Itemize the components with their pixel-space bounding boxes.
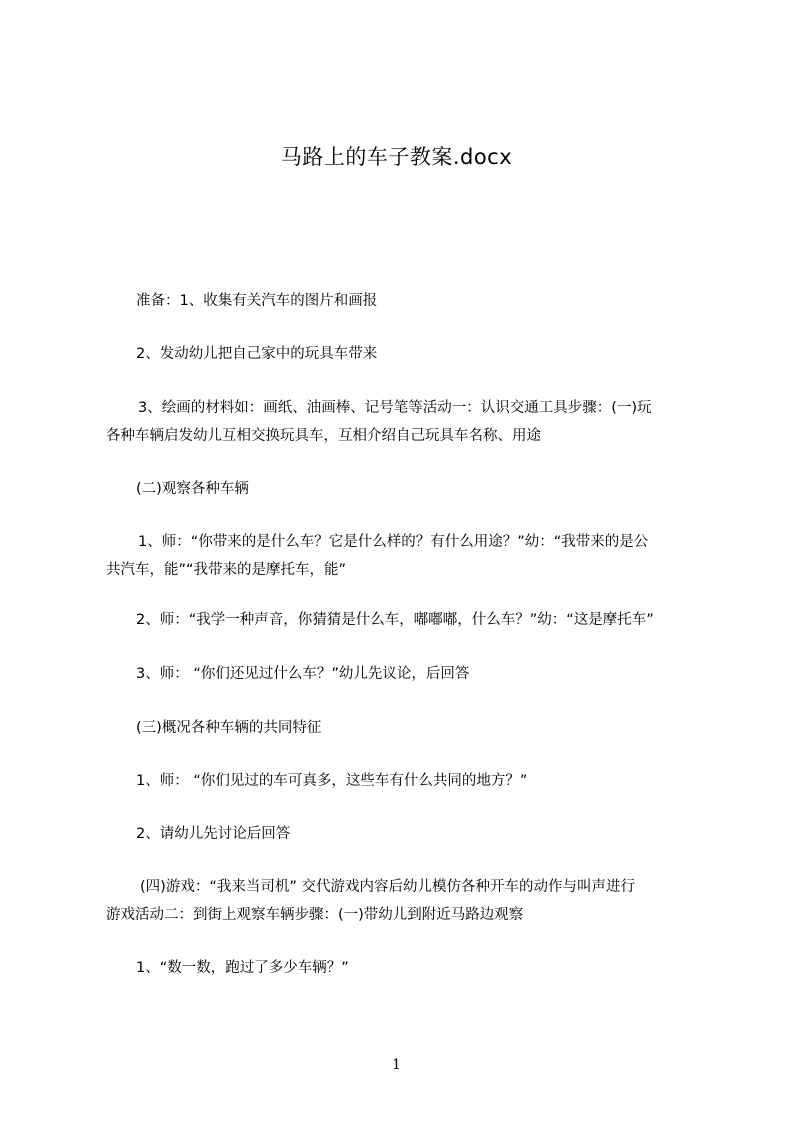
paragraph-line: (三)概况各种车辆的共同特征 xyxy=(136,720,322,736)
paragraph-line: 游戏活动二：到街上观察车辆步骤：(一)带幼儿到附近马路边观察 xyxy=(106,907,524,923)
page-number: 1 xyxy=(392,1057,401,1073)
paragraph-line: (二)观察各种车辆 xyxy=(136,481,249,497)
document-title: 马路上的车子教案.docx xyxy=(280,145,513,169)
paragraph-line: 1、“数一数，跑过了多少车辆？” xyxy=(136,960,349,976)
paragraph-line: 2、请幼儿先讨论后回答 xyxy=(136,826,291,842)
paragraph-3 xyxy=(106,394,712,450)
paragraph-7 xyxy=(106,660,742,688)
paragraph-line: 准备：1、收集有关汽车的图片和画报 xyxy=(136,293,378,309)
paragraph-10 xyxy=(106,820,742,848)
paragraph-line: 各种车辆启发幼儿互相交换玩具车，互相介绍自己玩具车名称、用途 xyxy=(106,428,541,444)
paragraph-line: (四)游戏：“我来当司机” 交代游戏内容后幼儿模仿各种开车的动作与叫声进行 xyxy=(140,879,635,895)
paragraph-5 xyxy=(106,528,712,584)
paragraph-11 xyxy=(106,873,712,929)
paragraph-line: 2、发动幼儿把自己家中的玩具车带来 xyxy=(136,346,378,362)
paragraph-line: 共汽车，能”“我带来的是摩托车，能” xyxy=(106,562,347,578)
paragraph-9 xyxy=(106,767,742,795)
paragraph-8 xyxy=(106,714,742,742)
paragraph-6 xyxy=(106,606,742,634)
paragraph-line: 1、师：“你带来的是什么车？它是什么样的？有什么用途？”幼：“我带来的是公 xyxy=(138,534,649,550)
paragraph-line: 3、师： “你们还见过什么车？”幼儿先议论，后回答 xyxy=(136,666,470,682)
paragraph-4 xyxy=(106,475,742,503)
paragraph-2 xyxy=(106,340,742,368)
paragraph-1 xyxy=(106,287,742,315)
paragraph-12 xyxy=(106,954,742,982)
paragraph-line: 3、绘画的材料如：画纸、油画棒、记号笔等活动一：认识交通工具步骤：(一)玩 xyxy=(138,400,652,416)
paragraph-line: 1、师： “你们见过的车可真多，这些车有什么共同的地方？” xyxy=(136,773,528,789)
paragraph-line: 2、师：“我学一种声音，你猜猜是什么车，嘟嘟嘟，什么车？”幼：“这是摩托车” xyxy=(136,612,654,628)
